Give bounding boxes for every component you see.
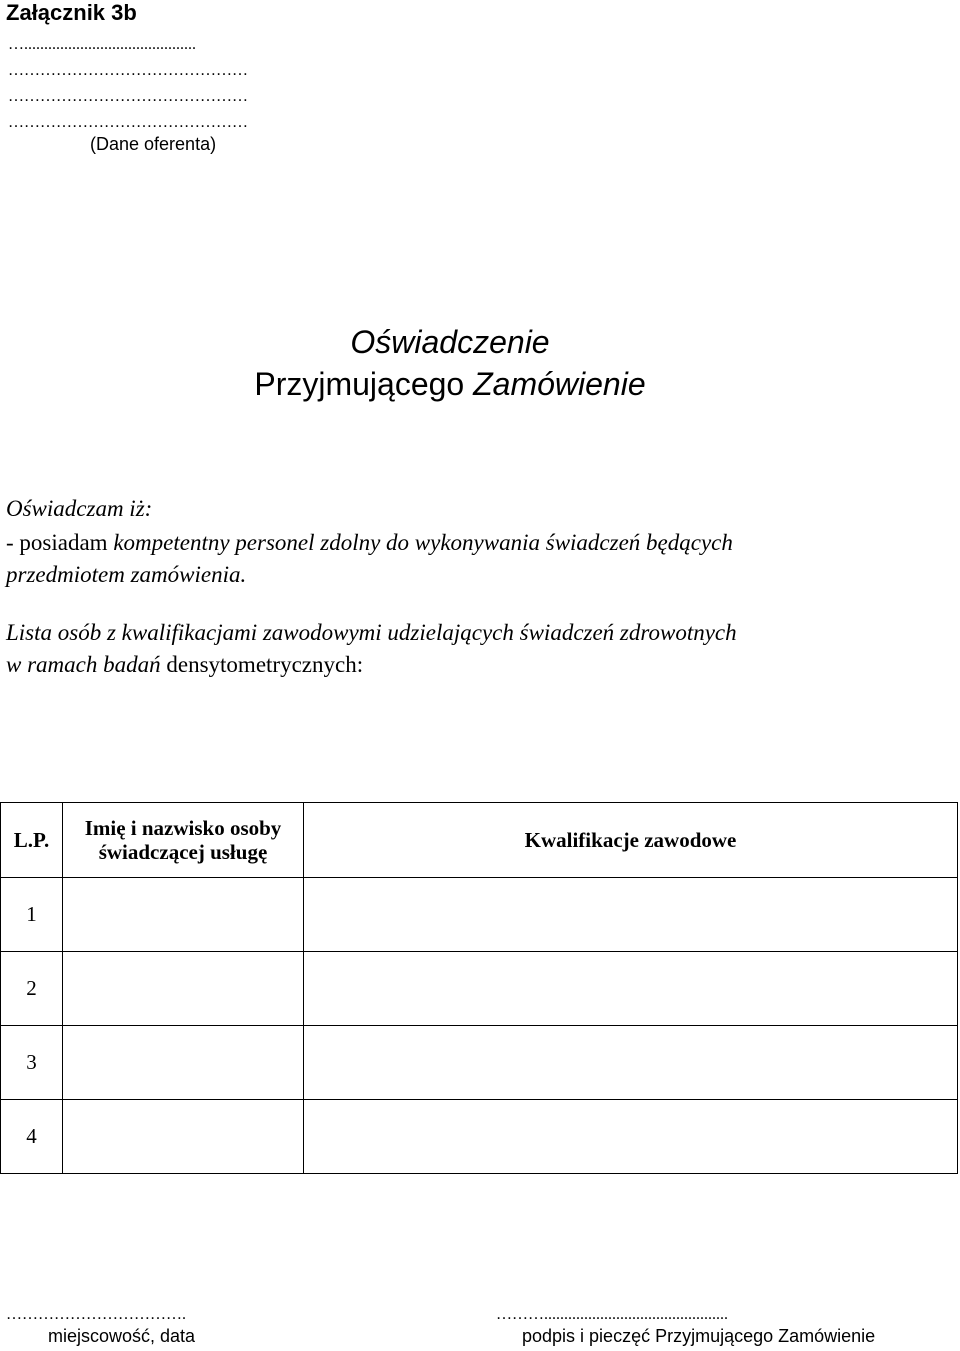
- row-lp: 1: [1, 878, 63, 952]
- table-row: [1, 952, 958, 1026]
- statement-line-2: przedmiotem zamówienia.: [6, 562, 247, 587]
- row-lp: 3: [1, 1026, 63, 1100]
- bidder-dots-line-3: ………………………………………: [8, 88, 248, 105]
- row-qualifications: [304, 1100, 958, 1174]
- table-row: [1, 878, 958, 952]
- statement-line-1: [6, 530, 733, 556]
- row-name: [63, 1026, 304, 1100]
- list-intro-line-1: Lista osób z kwalifikacjami zawodowymi udzielających świadczeń zdrowotnych: [6, 620, 737, 645]
- table-header-row: [1, 803, 958, 878]
- row-qualifications: [304, 952, 958, 1026]
- bidder-dots-line-1: …...........................................: [8, 36, 196, 53]
- bidder-dots-line-2: ………………………………………: [8, 62, 248, 79]
- row-lp: 4: [1, 1100, 63, 1174]
- header-name: Imię i nazwisko osoby świadczącej usługę: [63, 803, 304, 878]
- declaration-heading: Oświadczam iż:: [6, 496, 153, 521]
- attachment-label: Załącznik 3b: [6, 0, 137, 25]
- header-lp: L.P.: [1, 803, 63, 878]
- bidder-caption: (Dane oferenta): [90, 134, 217, 154]
- list-intro-part-2: densytometrycznych:: [166, 652, 364, 677]
- row-qualifications: [304, 1026, 958, 1100]
- row-name: [63, 878, 304, 952]
- row-lp: 2: [1, 952, 63, 1026]
- table-row: [1, 1100, 958, 1174]
- staff-table: [0, 802, 958, 1174]
- document-subtitle: [0, 366, 900, 403]
- statement-text: kompetentny personel zdolny do wykonywania świadczeń będących: [113, 530, 733, 555]
- row-qualifications: [304, 878, 958, 952]
- subtitle-part-2: Zamówienie: [473, 366, 646, 402]
- subtitle-part-1: Przyjmującego: [254, 366, 474, 402]
- header-qualifications: Kwalifikacje zawodowe: [304, 803, 958, 878]
- table-row: [1, 1026, 958, 1100]
- row-name: [63, 952, 304, 1026]
- list-intro-line-2: [6, 652, 363, 678]
- document-title: Oświadczenie: [350, 324, 550, 360]
- statement-prefix: - posiadam: [6, 530, 114, 555]
- list-intro-part-1: w ramach badań: [6, 652, 167, 677]
- row-name: [63, 1100, 304, 1174]
- signature-dots: ………..............................................: [496, 1306, 728, 1323]
- place-date-caption: miejscowość, data: [48, 1326, 196, 1346]
- place-date-dots: …………………………….: [6, 1306, 186, 1323]
- signature-caption: podpis i pieczęć Przyjmującego Zamówienie: [522, 1326, 876, 1346]
- bidder-dots-line-4: ………………………………………: [8, 114, 248, 131]
